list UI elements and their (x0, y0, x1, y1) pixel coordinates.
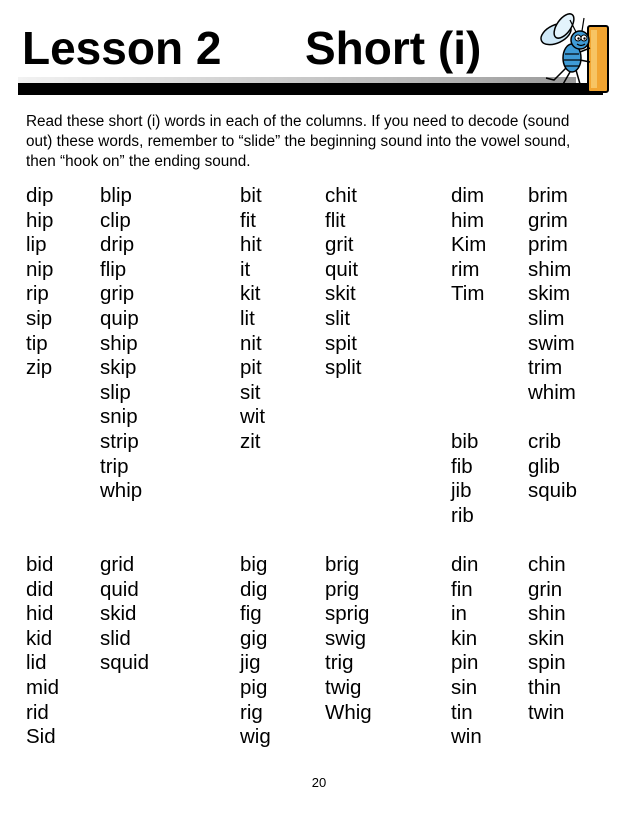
word-item: slid (100, 626, 131, 650)
word-item: flit (325, 208, 346, 232)
word-item: ship (100, 331, 138, 355)
word-item: tip (26, 331, 48, 355)
word-item: lid (26, 651, 47, 675)
word-item: slit (325, 306, 351, 330)
word-item: shim (528, 257, 572, 281)
word-item: lit (240, 306, 255, 330)
word-item: chin (528, 553, 566, 576)
word-item: clip (100, 208, 131, 232)
word-item: spit (325, 331, 357, 355)
word-item: sin (451, 675, 478, 699)
word-item: rip (26, 282, 49, 306)
word-item: hid (26, 602, 54, 626)
word-column-top-1 (26, 184, 53, 381)
word-item: prig (325, 577, 360, 601)
word-column-bottom-1 (26, 553, 59, 750)
word-item: rid (26, 700, 49, 724)
word-item: bit (240, 184, 262, 207)
word-column-bottom-5 (451, 553, 482, 750)
word-item: shin (528, 602, 566, 626)
word-item: wig (240, 725, 271, 749)
word-column-bottom-4 (325, 553, 372, 725)
page-header (0, 0, 638, 100)
word-item: rig (240, 700, 263, 724)
lesson-title: Lesson 2 (22, 22, 222, 74)
word-item: nit (240, 331, 262, 355)
word-item: twin (528, 700, 565, 724)
word-item: slim (528, 306, 565, 330)
word-item: jib (451, 479, 472, 503)
word-item: bid (26, 553, 54, 576)
word-item: him (451, 208, 485, 232)
word-item: did (26, 577, 54, 601)
word-item: win (451, 725, 482, 749)
word-item: strip (100, 429, 139, 453)
word-item: trip (100, 454, 129, 478)
word-column-top-2 (100, 184, 142, 504)
word-column-top-4 (325, 184, 361, 381)
word-item: blip (100, 184, 132, 207)
word-item: thin (528, 675, 562, 699)
word-item: fib (451, 454, 473, 478)
word-item: skid (100, 602, 137, 626)
word-item: big (240, 553, 268, 576)
mosquito-mascot-icon (536, 12, 616, 94)
word-item: crib (528, 430, 562, 453)
word-item: drip (100, 233, 135, 257)
word-column-top-3 (240, 184, 265, 455)
word-column-top-6 (528, 184, 576, 405)
word-column-bottom-3 (240, 553, 271, 750)
word-item: prim (528, 233, 568, 257)
word-item: bib (451, 430, 479, 453)
word-item: it (240, 257, 251, 281)
word-item: sprig (325, 602, 370, 626)
word-item: split (325, 356, 362, 380)
word-column-bottom-2 (100, 553, 149, 676)
word-item: din (451, 553, 479, 576)
word-item: spin (528, 651, 566, 675)
word-item: quid (100, 577, 139, 601)
word-item: rib (451, 503, 474, 527)
page-number: 20 (311, 775, 327, 790)
word-item: sit (240, 380, 261, 404)
word-item: Whig (325, 700, 372, 724)
word-item: jig (240, 651, 261, 675)
word-item: quip (100, 306, 139, 330)
word-item: gig (240, 626, 268, 650)
word-item: slip (100, 380, 131, 404)
word-item: fin (451, 577, 473, 601)
word-item: pit (240, 356, 262, 380)
word-item: trig (325, 651, 354, 675)
word-item: fig (240, 602, 262, 626)
word-item: brim (528, 184, 568, 207)
word-item: skip (100, 356, 137, 380)
word-item: mid (26, 675, 60, 699)
word-item: trim (528, 356, 563, 380)
word-item: squib (528, 479, 578, 503)
word-item: lip (26, 233, 47, 257)
word-item: tin (451, 700, 473, 724)
topic-title: Short (i) (305, 22, 482, 74)
instructions-text: Read these short (i) words in each of the columns. If you need to decode (sound out) these words, remember to “slide” the beginning sound into the vowel sound, then “hook on” the ending sound. (26, 113, 571, 170)
word-column-middle-6 (528, 430, 577, 504)
word-item: dig (240, 577, 268, 601)
word-item: fit (240, 208, 256, 232)
word-item: kin (451, 626, 478, 650)
word-item: snip (100, 405, 138, 429)
word-item: pin (451, 651, 479, 675)
word-item: skim (528, 282, 571, 306)
word-column-bottom-6 (528, 553, 566, 725)
word-item: zip (26, 356, 53, 380)
word-item: brig (325, 553, 360, 576)
word-column-middle-5 (451, 430, 478, 528)
word-item: hip (26, 208, 54, 232)
word-item: whim (528, 380, 576, 404)
word-column-top-5 (451, 184, 486, 307)
word-item: Sid (26, 725, 56, 749)
word-item: quit (325, 257, 359, 281)
word-item: Kim (451, 233, 487, 257)
word-item: kid (26, 626, 53, 650)
word-item: dim (451, 184, 485, 207)
word-item: whip (100, 479, 143, 503)
word-item: hit (240, 233, 262, 257)
word-item: glib (528, 454, 560, 478)
word-item: zit (240, 429, 261, 453)
word-item: grid (100, 553, 135, 576)
word-item: flip (100, 257, 127, 281)
word-item: grim (528, 208, 568, 232)
word-item: swim (528, 331, 575, 355)
word-item: swig (325, 626, 367, 650)
word-item: sip (26, 306, 53, 330)
word-item: squid (100, 651, 150, 675)
word-item: skin (528, 626, 565, 650)
word-item: grin (528, 577, 563, 601)
header-black-bar (18, 83, 603, 95)
word-item: skit (325, 282, 356, 306)
word-item: pig (240, 675, 268, 699)
word-item: kit (240, 282, 261, 306)
word-item: wit (240, 405, 266, 429)
word-item: Tim (451, 282, 485, 306)
word-item: in (451, 602, 467, 626)
word-item: chit (325, 184, 357, 207)
word-item: grit (325, 233, 354, 257)
word-item: grip (100, 282, 135, 306)
word-item: rim (451, 257, 480, 281)
word-item: twig (325, 675, 362, 699)
word-item: nip (26, 257, 54, 281)
word-item: dip (26, 184, 54, 207)
